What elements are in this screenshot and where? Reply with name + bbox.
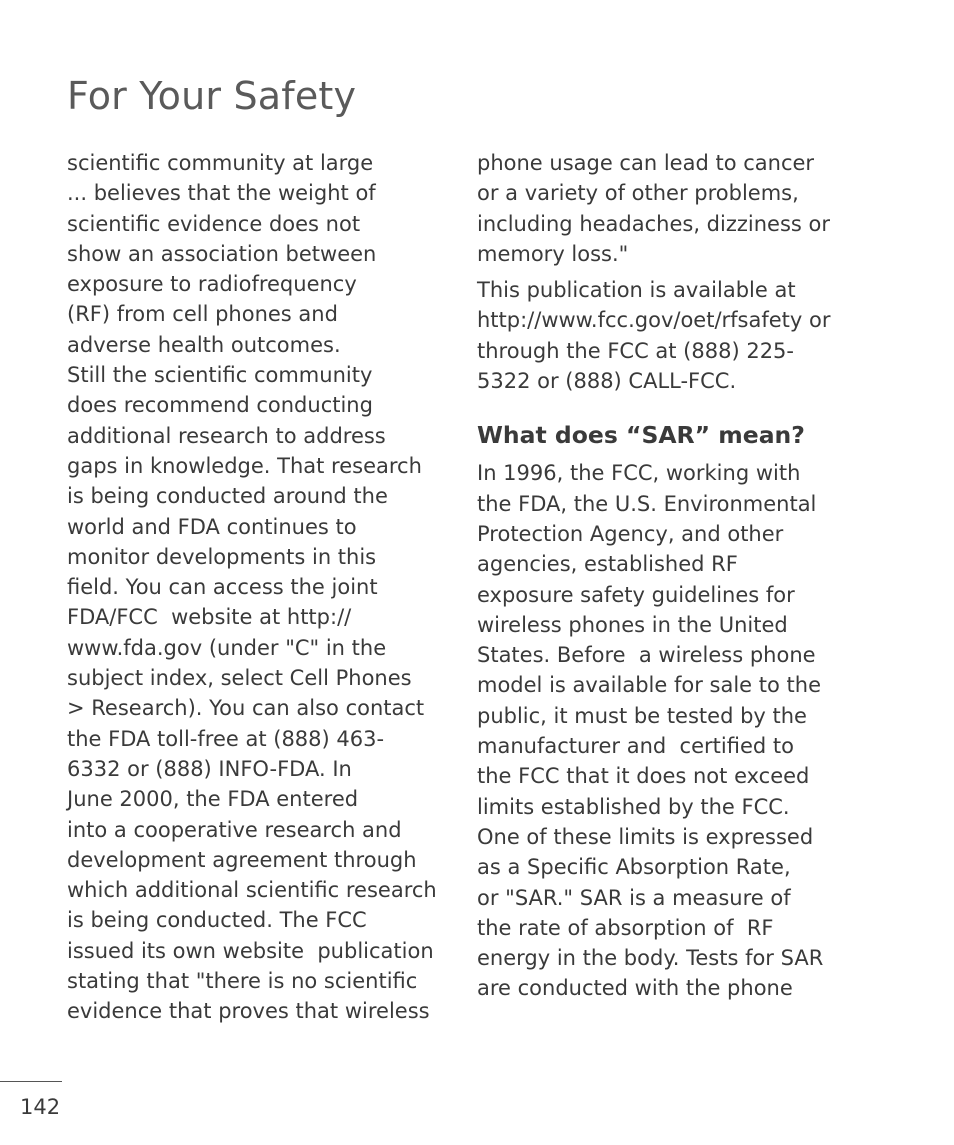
text-line: which additional scientific research — [67, 878, 437, 903]
text-line: does recommend conducting — [67, 393, 373, 418]
footer-divider — [0, 1081, 62, 1082]
text-line: manufacturer and certified to — [477, 734, 794, 759]
paragraph-sar — [477, 458, 877, 1003]
text-line: or a variety of other problems, — [477, 181, 799, 206]
text-line: gaps in knowledge. That research — [67, 453, 422, 478]
left-column — [67, 148, 457, 1027]
text-line: is being conducted around the — [67, 484, 388, 509]
text-line: exposure safety guidelines for — [477, 582, 795, 607]
text-line: issued its own website publication — [67, 938, 434, 963]
text-line: adverse health outcomes. — [67, 332, 341, 357]
page-title: For Your Safety — [67, 74, 357, 118]
text-line: subject index, select Cell Phones — [67, 666, 412, 691]
page-number: 142 — [20, 1095, 61, 1119]
text-line: monitor developments in this — [67, 544, 377, 569]
text-line: through the FCC at (888) 225- — [477, 338, 794, 363]
text-line: www.fda.gov (under "C" in the — [67, 635, 387, 660]
section-heading: What does “SAR” mean? — [477, 421, 805, 450]
text-line: show an association between — [67, 241, 377, 266]
text-line: the FDA toll-free at (888) 463- — [67, 726, 385, 751]
text-line: limits established by the FCC. — [477, 794, 790, 819]
text-line: In 1996, the FCC, working with — [477, 461, 801, 486]
text-line: exposure to radiofrequency — [67, 272, 357, 297]
text-line: public, it must be tested by the — [477, 703, 807, 728]
text-line: > Research). You can also contact — [67, 696, 425, 721]
right-column — [477, 148, 877, 1004]
text-line: One of these limits is expressed — [477, 824, 814, 849]
text-line: agencies, established RF — [477, 552, 738, 577]
text-line: world and FDA continues to — [67, 514, 357, 539]
text-line: scientific evidence does not — [67, 211, 361, 236]
text-line: 6332 or (888) INFO-FDA. In — [67, 756, 352, 781]
text-line: Protection Agency, and other — [477, 521, 784, 546]
text-line: 5322 or (888) CALL-FCC. — [477, 369, 737, 394]
text-line: scientific community at large — [67, 151, 374, 175]
text-line: States. Before a wireless phone — [477, 643, 816, 668]
text-line: field. You can access the joint — [67, 575, 378, 600]
text-line: FDA/FCC website at http:// — [67, 605, 352, 630]
text-line: phone usage can lead to cancer — [477, 151, 815, 175]
text-line: Still the scientific community — [67, 363, 373, 388]
paragraph-quote-end — [477, 148, 877, 269]
text-line: the rate of absorption of RF — [477, 915, 774, 940]
text-line: http://www.fcc.gov/oet/rfsafety or — [477, 308, 831, 333]
text-line: This publication is available at — [477, 278, 796, 303]
text-line: the FCC that it does not exceed — [477, 764, 810, 789]
paragraph-publication — [477, 275, 877, 396]
text-line: memory loss." — [477, 241, 629, 266]
text-line: model is available for sale to the — [477, 673, 821, 698]
text-line: (RF) from cell phones and — [67, 302, 338, 327]
text-line: ... believes that the weight of — [67, 181, 376, 206]
text-line: energy in the body. Tests for SAR — [477, 946, 824, 971]
text-line: the FDA, the U.S. Environmental — [477, 491, 817, 516]
text-line: June 2000, the FDA entered — [67, 787, 359, 812]
text-line: or "SAR." SAR is a measure of — [477, 885, 791, 910]
text-line: development agreement through — [67, 847, 417, 872]
text-line: into a cooperative research and — [67, 817, 402, 842]
text-line: evidence that proves that wireless — [67, 999, 430, 1024]
text-line: as a Specific Absorption Rate, — [477, 855, 791, 880]
text-line: is being conducted. The FCC — [67, 908, 367, 933]
text-line: including headaches, dizziness or — [477, 211, 830, 236]
text-line: are conducted with the phone — [477, 976, 793, 1001]
text-line: additional research to address — [67, 423, 386, 448]
text-line: stating that "there is no scientific — [67, 969, 418, 994]
text-line: wireless phones in the United — [477, 612, 788, 637]
